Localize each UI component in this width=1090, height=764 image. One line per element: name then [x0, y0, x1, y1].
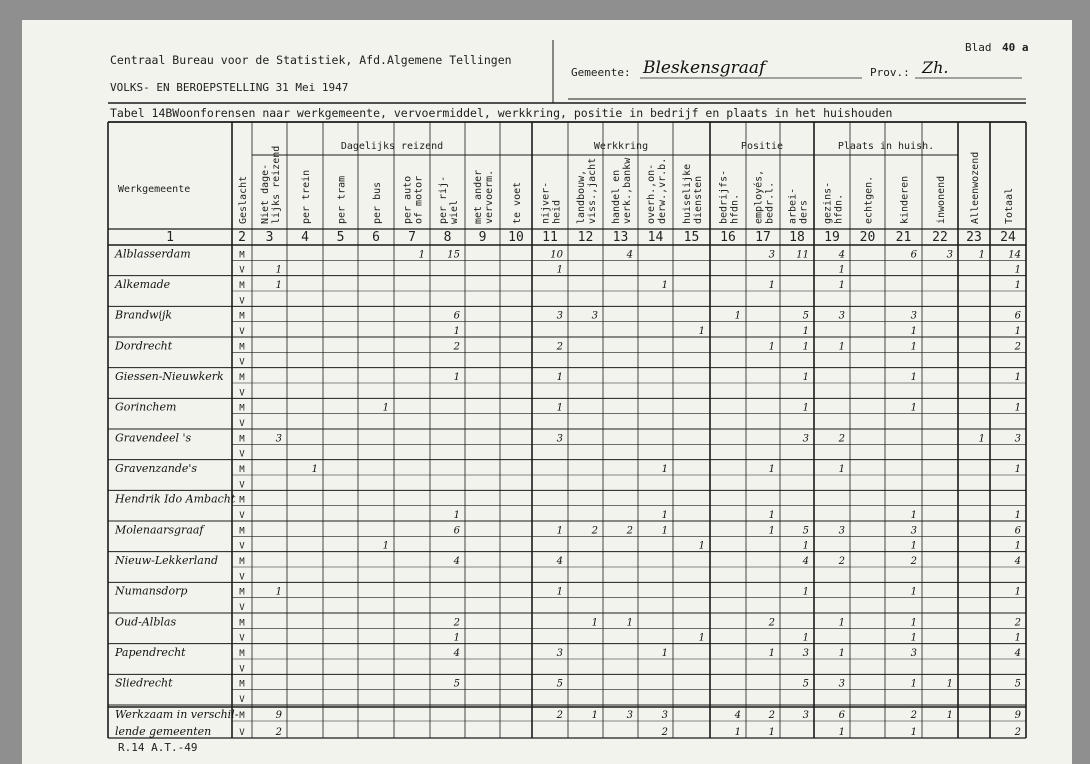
group-label-werkkring: Werkkring	[593, 141, 649, 152]
cell-value: 4	[1014, 556, 1021, 567]
column-header-8: wiel	[449, 199, 460, 224]
column-header-4: per trein	[301, 169, 312, 224]
sex-label-v: V	[239, 449, 245, 460]
cell-value: 1	[838, 280, 845, 291]
cell-value: 1	[910, 402, 917, 414]
column-number-6: 6	[372, 230, 380, 245]
cell-value: 3	[910, 525, 917, 537]
cell-value: 1	[453, 632, 460, 644]
cell-value: 4	[626, 249, 633, 261]
cell-value: 4	[453, 556, 460, 567]
group-label-plaats: Plaats in huish.	[837, 141, 935, 152]
column-header-22: inwonend	[936, 175, 947, 224]
row-name: Papendrecht	[115, 646, 186, 659]
cell-value: 1	[453, 326, 460, 337]
sex-label-v: V	[239, 511, 245, 521]
sex-label-m: M	[239, 649, 245, 659]
column-number-5: 5	[336, 230, 345, 245]
cell-value: 2	[453, 617, 460, 629]
sex-label-v: V	[239, 388, 245, 399]
column-header-17: bedr.l.	[764, 181, 776, 224]
cell-value: 4	[802, 556, 809, 567]
cell-value: 1	[802, 540, 809, 552]
row-name: Molenaarsgraaf	[115, 523, 204, 537]
cell-value: 5	[556, 678, 563, 690]
column-header-3: lijks reizend	[271, 145, 282, 224]
cell-value: 1	[910, 540, 917, 552]
cell-value: 1	[1014, 372, 1021, 383]
cell-value: 1	[661, 464, 668, 475]
cell-value: 1	[556, 402, 563, 414]
column-header-18: ders	[798, 199, 810, 224]
column-header-9: met ander	[473, 169, 484, 224]
cell-value: 1	[910, 727, 917, 738]
sex-label-v: V	[239, 419, 245, 429]
cell-value: 1	[661, 510, 668, 521]
cell-value: 1	[382, 540, 389, 552]
cell-value: 1	[1014, 632, 1021, 644]
cell-value: 1	[838, 464, 845, 475]
cell-value: 5	[802, 310, 809, 322]
cell-value: 1	[734, 310, 741, 322]
column-number-3: 3	[265, 230, 274, 245]
row-name: Hendrik Ido Ambacht	[115, 492, 236, 506]
row-name: Alkemade	[115, 278, 171, 291]
cell-value: 10	[550, 249, 563, 261]
cell-value: 1	[802, 372, 809, 383]
column-header-20: echtgen.	[863, 175, 875, 224]
sex-label-m: M	[239, 403, 245, 414]
column-header-14: overh.,on-	[646, 163, 657, 224]
column-header-23: Alleenwozend	[970, 151, 981, 224]
cell-value: 1	[275, 280, 282, 291]
cell-value: 3	[591, 310, 598, 322]
cell-value: 1	[946, 710, 953, 721]
cell-value: 1	[1014, 326, 1021, 337]
sex-label-m: M	[239, 711, 245, 721]
cell-value: 1	[275, 264, 282, 276]
column-header-7: per auto	[402, 175, 414, 224]
blad-value: 40 a	[1002, 41, 1029, 54]
cell-value: 1	[768, 648, 775, 659]
cell-value: 1	[1014, 540, 1021, 552]
cell-value: 1	[1014, 280, 1021, 291]
sex-label-m: M	[239, 281, 245, 291]
cell-value: 1	[768, 464, 775, 475]
prov-value: Zh.	[922, 58, 949, 77]
column-header-9: vervoerm.	[484, 169, 495, 224]
cell-value: 5	[453, 678, 460, 690]
column-header-12: viss.,jacht	[587, 157, 598, 224]
gemeente-value: Bleskensgraaf	[643, 58, 766, 78]
sex-label-v: V	[239, 265, 245, 276]
cell-value: 1	[1014, 264, 1021, 276]
cell-value: 1	[768, 525, 775, 537]
column-header-17: employés,	[753, 169, 765, 224]
cell-value: 1	[661, 525, 668, 537]
cell-value: 1	[556, 372, 563, 383]
cell-value: 3	[626, 710, 633, 721]
cell-value: 6	[910, 249, 917, 261]
row-name: Oud-Alblas	[115, 615, 177, 629]
cell-value: 3	[768, 249, 775, 261]
row-name: Alblasserdam	[115, 247, 191, 261]
cell-value: 1	[382, 402, 389, 414]
column-number-9: 9	[478, 230, 487, 245]
cell-value: 4	[1014, 648, 1021, 659]
cell-value: 1	[838, 264, 845, 276]
cell-value: 2	[910, 710, 917, 721]
sex-label-m: M	[239, 311, 245, 322]
row-name: Nieuw-Lekkerland	[115, 554, 218, 567]
column-header-10: te voet	[512, 181, 523, 224]
cell-value: 4	[556, 556, 563, 567]
sex-label-m: M	[239, 679, 245, 690]
sex-label-v: V	[239, 327, 245, 337]
sex-label-m: M	[239, 526, 245, 537]
cell-value: 1	[946, 678, 953, 690]
sex-label-v: V	[239, 603, 245, 613]
blad-label: Blad	[965, 41, 992, 54]
cell-value: 3	[838, 678, 845, 690]
cell-value: 1	[626, 617, 633, 629]
cell-value: 1	[802, 632, 809, 644]
gemeente-label: Gemeente:	[571, 66, 631, 79]
sex-label-v: V	[239, 728, 245, 738]
cell-value: 1	[978, 249, 985, 261]
cell-value: 3	[838, 525, 845, 537]
table-title: Tabel 14BWoonforensen naar werkgemeente, vervoermiddel, werkkring, positie in bedrijf en plaats in het huishouden	[110, 106, 893, 120]
cell-value: 9	[275, 710, 282, 721]
cell-value: 2	[768, 617, 775, 629]
cell-value: 2	[1014, 341, 1021, 353]
cell-value: 1	[311, 464, 318, 475]
column-number-15: 15	[683, 230, 700, 245]
cell-value: 1	[838, 617, 845, 629]
prov-label: Prov.:	[870, 66, 910, 79]
column-number-21: 21	[895, 230, 912, 245]
cell-value: 1	[275, 586, 282, 598]
cell-value: 1	[556, 264, 563, 276]
column-header-18: arbei-	[787, 187, 799, 224]
cell-value: 1	[698, 326, 705, 337]
column-header-13: handel en	[611, 169, 622, 224]
group-label-dagelijks: Dagelijks reizend	[340, 141, 444, 152]
cell-value: 2	[838, 556, 845, 567]
cell-value: 2	[275, 727, 282, 738]
cell-value: 3	[838, 310, 845, 322]
sex-label-v: V	[239, 296, 245, 307]
cell-value: 9	[1014, 710, 1021, 721]
cell-value: 1	[1014, 464, 1021, 475]
cell-value: 1	[910, 632, 917, 644]
cell-value: 3	[556, 648, 563, 659]
sex-label-v: V	[239, 695, 245, 705]
cell-value: 2	[1014, 617, 1021, 629]
cell-value: 1	[802, 341, 809, 353]
cell-value: 1	[591, 617, 598, 629]
cell-value: 1	[556, 586, 563, 598]
sex-label-m: M	[239, 465, 245, 475]
cell-value: 1	[910, 372, 917, 383]
cell-value: 1	[768, 280, 775, 291]
cell-value: 6	[838, 710, 845, 721]
cell-value: 3	[946, 249, 953, 261]
cell-value: 3	[802, 433, 809, 445]
row-name: Dordrecht	[115, 339, 173, 353]
row-name: Sliedrecht	[115, 676, 173, 690]
cell-value: 2	[661, 727, 668, 738]
column-header-16: hfdn.	[729, 193, 741, 224]
cell-value: 1	[802, 326, 809, 337]
cell-value: 1	[802, 586, 809, 598]
group-label-positie: Positie	[740, 141, 784, 152]
row-name: Numansdorp	[115, 584, 188, 598]
row-name: Gorinchem	[115, 400, 177, 414]
cell-value: 1	[910, 326, 917, 337]
column-header-2: Geslacht	[238, 175, 249, 224]
cell-value: 2	[591, 525, 598, 537]
cell-value: 2	[556, 341, 563, 353]
cell-value: 5	[802, 678, 809, 690]
column-header-14: derw.,vr.b.	[657, 157, 668, 224]
column-header-werkgemeente: Werkgemeente	[118, 184, 191, 195]
column-header-24: Totaal	[1004, 187, 1015, 224]
cell-value: 2	[910, 556, 917, 567]
cell-value: 11	[796, 249, 809, 261]
column-header-19: gezins-	[822, 181, 834, 224]
cell-value: 1	[453, 372, 460, 383]
column-number-17: 17	[755, 230, 771, 245]
column-header-19: hfdn.	[833, 193, 845, 224]
cell-value: 1	[802, 402, 809, 414]
column-number-10: 10	[508, 230, 524, 245]
footer-row-name: Werkzaam in verschil-	[115, 708, 239, 721]
sex-label-v: V	[239, 572, 245, 583]
cell-value: 3	[802, 648, 809, 659]
row-name: Brandwijk	[115, 308, 173, 322]
column-number-19: 19	[824, 230, 840, 245]
column-header-12: landbouw,	[576, 169, 587, 224]
column-header-8: per rij-	[438, 175, 449, 224]
column-number-22: 22	[932, 230, 948, 245]
column-number-20: 20	[859, 230, 876, 245]
census-title: VOLKS- EN BEROEPSTELLING 31 Mei 1947	[110, 81, 349, 94]
column-number-12: 12	[577, 230, 594, 245]
sex-label-m: M	[239, 250, 245, 261]
sex-label-m: M	[239, 373, 245, 383]
cell-value: 2	[626, 525, 633, 537]
cell-value: 3	[661, 710, 668, 721]
sex-label-m: M	[239, 557, 245, 567]
column-header-5: per tram	[336, 175, 348, 224]
cell-value: 4	[734, 710, 741, 721]
column-header-15: huiselijke	[682, 163, 693, 224]
cell-value: 1	[978, 433, 985, 445]
column-header-16: bedrijfs-	[718, 169, 730, 224]
cell-value: 5	[802, 525, 809, 537]
cell-value: 4	[453, 648, 460, 659]
cell-value: 1	[591, 710, 598, 721]
cell-value: 1	[838, 727, 845, 738]
column-number-4: 4	[301, 230, 309, 245]
cell-value: 6	[453, 310, 460, 322]
bureau-heading: Centraal Bureau voor de Statistiek, Afd.Algemene Tellingen	[110, 53, 512, 67]
cell-value: 2	[556, 710, 563, 721]
cell-value: 6	[1014, 310, 1021, 322]
sex-label-v: V	[239, 541, 245, 552]
cell-value: 2	[1014, 727, 1021, 738]
row-name: Gravenzande's	[115, 462, 198, 475]
cell-value: 1	[698, 540, 705, 552]
column-header-11: heid	[551, 199, 563, 224]
cell-value: 1	[768, 510, 775, 521]
column-number-13: 13	[612, 230, 629, 245]
cell-value: 2	[838, 433, 845, 445]
column-header-15: diensten	[693, 175, 704, 224]
column-number-16: 16	[720, 230, 736, 245]
cell-value: 1	[661, 648, 668, 659]
sex-label-m: M	[239, 342, 245, 353]
cell-value: 2	[768, 710, 775, 721]
cell-value: 4	[838, 249, 845, 261]
cell-value: 1	[1014, 586, 1021, 598]
column-number-11: 11	[542, 230, 558, 245]
column-number-7: 7	[408, 230, 416, 245]
column-header-13: verk.,bankw	[622, 157, 633, 224]
column-number-2: 2	[238, 230, 246, 245]
column-header-21: kinderen	[899, 175, 911, 224]
cell-value: 1	[910, 617, 917, 629]
sex-label-m: M	[239, 434, 245, 445]
cell-value: 1	[910, 586, 917, 598]
row-name: Giessen-Nieuwkerk	[115, 370, 224, 383]
cell-value: 1	[661, 280, 668, 291]
sex-label-v: V	[239, 357, 245, 368]
cell-value: 3	[556, 433, 563, 445]
cell-value: 6	[453, 525, 460, 537]
cell-value: 1	[838, 648, 845, 659]
cell-value: 1	[768, 727, 775, 738]
cell-value: 1	[910, 341, 917, 353]
cell-value: 1	[838, 341, 845, 353]
cell-value: 1	[768, 341, 775, 353]
sex-label-v: V	[239, 633, 245, 644]
cell-value: 15	[447, 249, 460, 261]
column-number-8: 8	[443, 230, 452, 245]
cell-value: 1	[453, 510, 460, 521]
column-number-1: 1	[166, 230, 174, 245]
sex-label-v: V	[239, 664, 245, 675]
sex-label-v: V	[239, 480, 245, 491]
column-number-14: 14	[647, 230, 664, 245]
cell-value: 1	[1014, 510, 1021, 521]
cell-value: 1	[910, 510, 917, 521]
form-code: R.14 A.T.-49	[118, 741, 198, 754]
cell-value: 1	[1014, 402, 1021, 414]
cell-value: 1	[910, 678, 917, 690]
cell-value: 1	[556, 525, 563, 537]
row-name: Gravendeel 's	[115, 431, 192, 445]
cell-value: 3	[1014, 433, 1021, 445]
column-number-24: 24	[1000, 230, 1016, 245]
cell-value: 1	[734, 727, 741, 738]
column-header-7: of motor	[413, 175, 425, 224]
column-number-18: 18	[789, 230, 805, 245]
sex-label-m: M	[239, 587, 245, 598]
column-number-23: 23	[966, 230, 982, 245]
cell-value: 1	[418, 249, 425, 261]
cell-value: 1	[698, 632, 705, 644]
sex-label-m: M	[239, 495, 245, 506]
cell-value: 3	[802, 710, 809, 721]
cell-value: 3	[275, 433, 282, 445]
cell-value: 14	[1008, 249, 1021, 261]
cell-value: 3	[910, 310, 917, 322]
cell-value: 6	[1014, 525, 1021, 537]
cell-value: 3	[556, 310, 563, 322]
cell-value: 5	[1014, 678, 1021, 690]
column-header-6: per bus	[372, 181, 383, 224]
sex-label-m: M	[239, 618, 245, 629]
footer-row-name: lende gemeenten	[115, 725, 212, 738]
column-header-11: nijver-	[540, 181, 552, 224]
cell-value: 2	[453, 341, 460, 353]
column-header-3: Niet dage-	[260, 163, 271, 224]
cell-value: 3	[910, 648, 917, 659]
